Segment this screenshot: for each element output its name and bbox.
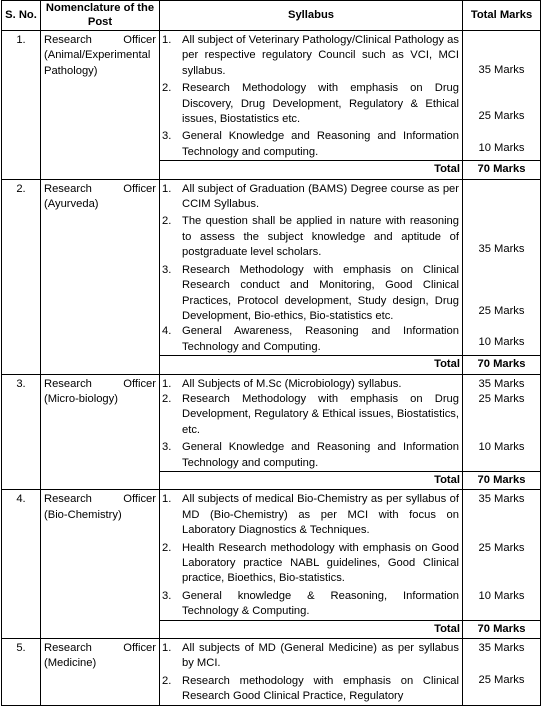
total-marks: 70 Marks — [463, 161, 541, 179]
marks-value: 35 Marks — [478, 642, 525, 655]
row-sno: 3. — [2, 374, 41, 490]
row-syllabus — [160, 374, 463, 471]
post-detail: (Medicine) — [44, 657, 97, 670]
syllabus-item: 1. All subject of Veterinary Pathology/Clinical Pathology as per respective regulatory Council such as VCI, MCI syllabus. — [162, 34, 459, 77]
table-row — [2, 31, 541, 161]
post-word: Officer — [123, 34, 156, 46]
marks-value: 25 Marks — [478, 392, 525, 405]
row-marks — [463, 639, 541, 706]
marks-value: 10 Marks — [478, 441, 525, 454]
table-header-row — [2, 1, 541, 31]
post-word: Research — [44, 377, 92, 390]
marks-value: 10 Marks — [478, 141, 525, 154]
syllabus-item: 2. Health Research methodology with emphasis on Good Laboratory practice NABL guidelines, Good Clinical practice, Bioethics, Bio-statistics. — [162, 541, 459, 585]
table-row — [2, 639, 541, 706]
post-word: Officer — [123, 642, 156, 655]
post-word: Research — [44, 493, 92, 506]
header-marks: Total Marks — [463, 1, 541, 31]
post-word: Officer — [123, 493, 156, 506]
row-post — [41, 179, 160, 374]
syllabus-item: 3. General Knowledge and Reasoning and Information Technology and computing. — [162, 130, 459, 158]
syllabus-item: 1. All subjects of MD (General Medicine) as per syllabus by MCI. — [162, 642, 459, 670]
total-marks: 70 Marks — [463, 620, 541, 638]
total-label: Total — [160, 620, 463, 638]
post-word: Research — [44, 642, 92, 655]
row-sno: 1. — [2, 31, 41, 180]
table-row — [2, 179, 541, 355]
syllabus-item: 3. General Knowledge and Reasoning and Information Technology and computing. — [162, 441, 459, 469]
total-label: Total — [160, 356, 463, 374]
syllabus-item: 4. General Awareness, Reasoning and Information Technology and Computing. — [162, 325, 459, 353]
marks-value: 25 Marks — [478, 674, 525, 687]
post-word: Officer — [123, 377, 156, 390]
marks-value: 25 Marks — [478, 305, 525, 318]
row-post — [41, 490, 160, 639]
row-marks — [463, 374, 541, 471]
marks-value: 35 Marks — [478, 64, 525, 76]
row-post — [41, 374, 160, 490]
table-row — [2, 490, 541, 620]
row-marks — [463, 31, 541, 161]
post-detail: (Animal/Experimental Pathology) — [44, 49, 151, 77]
table-row — [2, 374, 541, 471]
row-marks — [463, 490, 541, 620]
row-syllabus — [160, 31, 463, 161]
row-syllabus — [160, 490, 463, 620]
row-post — [41, 639, 160, 706]
post-detail: (Bio-Chemistry) — [44, 508, 122, 521]
marks-value: 35 Marks — [478, 242, 525, 255]
row-marks — [463, 179, 541, 355]
row-post — [41, 31, 160, 180]
row-syllabus — [160, 639, 463, 706]
marks-value: 25 Marks — [478, 110, 525, 123]
marks-value: 35 Marks — [478, 377, 525, 390]
post-detail: (Ayurveda) — [44, 198, 99, 211]
post-word: Officer — [123, 182, 156, 195]
header-syllabus: Syllabus — [160, 1, 463, 31]
post-word: Research — [44, 182, 92, 195]
row-sno: 5. — [2, 639, 41, 706]
marks-value: 10 Marks — [478, 590, 525, 603]
syllabus-item: 2. Research methodology with emphasis on Clinical Research Good Clinical Practice, Regulatory — [162, 674, 459, 703]
post-detail: (Micro-biology) — [44, 392, 118, 405]
syllabus-item: 2. Research Methodology with emphasis on Drug Discovery, Drug Development, Regulatory & Ethical issues, Biostatistics etc. — [162, 82, 459, 126]
syllabus-item: 1. All subjects of medical Bio-Chemistry as per syllabus of MD (Bio-Chemistry) as per MCI with focus on Laboratory Diagnostics & Techniques. — [162, 493, 459, 537]
total-marks: 70 Marks — [463, 356, 541, 374]
header-post: Nomenclature of the Post — [41, 1, 160, 31]
syllabus-item: 1. All Subjects of M.Sc (Microbiology) syllabus. — [162, 377, 402, 390]
marks-value: 10 Marks — [478, 336, 525, 349]
marks-value: 25 Marks — [478, 541, 525, 554]
syllabus-item: 1. All subject of Graduation (BAMS) Degree course as per CCIM Syllabus. — [162, 182, 459, 211]
row-sno: 4. — [2, 490, 41, 639]
total-label: Total — [160, 161, 463, 179]
total-label: Total — [160, 471, 463, 489]
syllabus-item: 3. Research Methodology with emphasis on Clinical Research conduct and Monitoring, Good Clinical Practices, Protocol development, Study design, Drug Development, Bio-ethics, Bio-statistics etc. — [162, 263, 459, 322]
marks-value: 35 Marks — [478, 493, 525, 506]
post-word: Research — [44, 34, 92, 46]
syllabus-item: 2. Research Methodology with emphasis on Drug Development, Regulatory & Ethical issues, Biostatistics, etc. — [162, 392, 459, 436]
syllabus-item: 3. General knowledge & Reasoning, Information Technology & Computing. — [162, 589, 459, 618]
syllabus-item: 2. The question shall be applied in nature with reasoning to assess the subject knowledge and aptitude of postgraduate level scholars. — [162, 215, 459, 259]
row-syllabus — [160, 179, 463, 355]
row-sno: 2. — [2, 179, 41, 374]
syllabus-table — [1, 0, 541, 706]
header-sno: S. No. — [2, 1, 41, 31]
total-marks: 70 Marks — [463, 471, 541, 489]
